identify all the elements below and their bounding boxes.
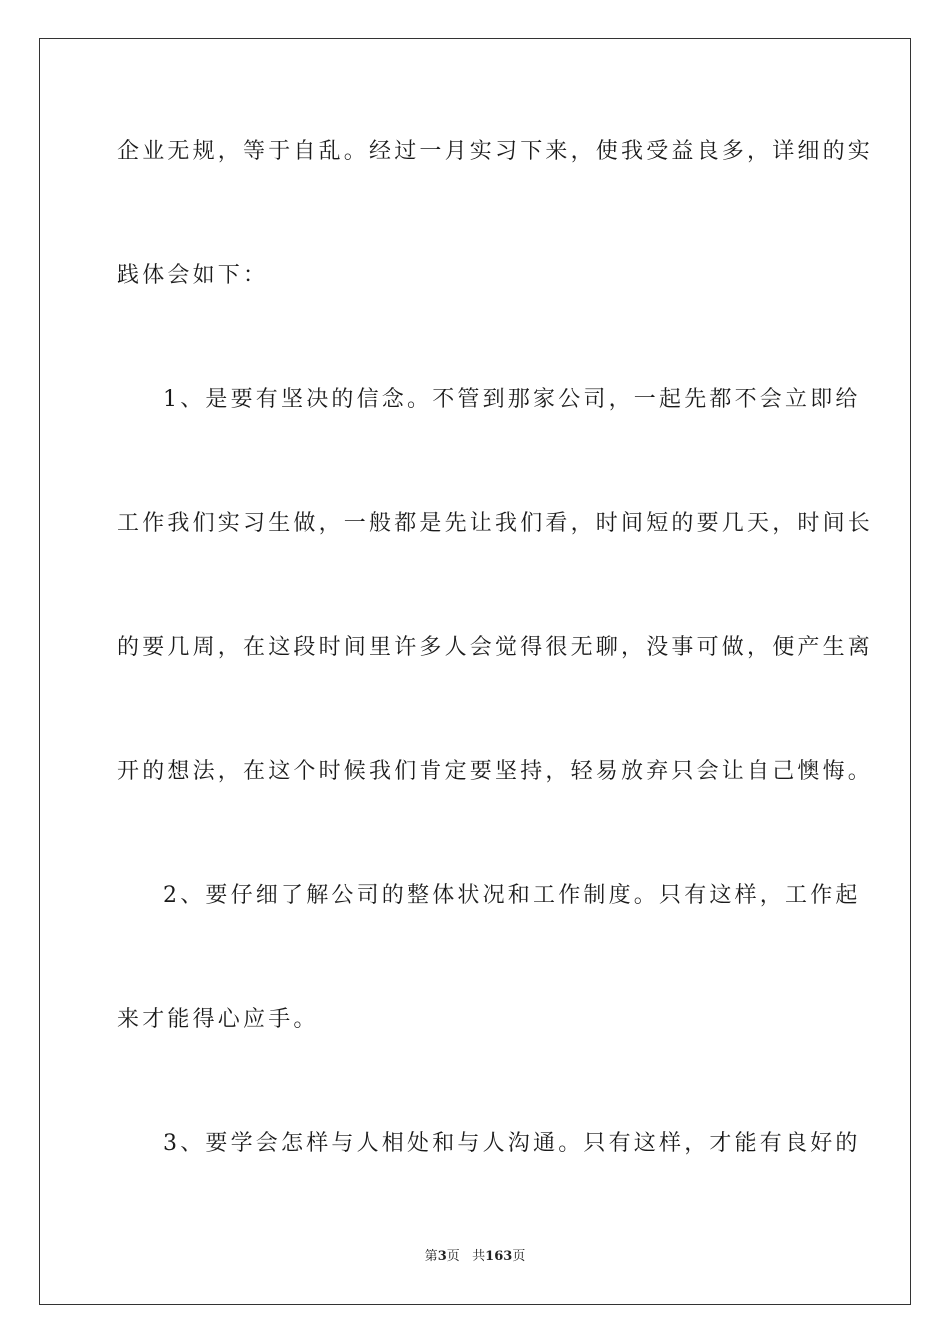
- item-1-line-1: 1、是要有坚决的信念。不管到那家公司，一起先都不会立即给: [163, 387, 861, 412]
- item-2-line-1: 2、要仔细了解公司的整体状况和工作制度。只有这样，工作起: [163, 883, 861, 908]
- total-pages: 163: [485, 1249, 513, 1264]
- item-1-line-2: 工作我们实习生做，一般都是先让我们看，时间短的要几天，时间长: [117, 511, 874, 536]
- page-border: [39, 38, 911, 1305]
- item-2-line-2: 来才能得心应手。: [117, 1007, 319, 1032]
- page-prefix: 第: [424, 1249, 438, 1264]
- page-footer: [0, 1248, 950, 1266]
- total-prefix: 共: [472, 1249, 486, 1264]
- body-line-2: 践体会如下：: [117, 263, 269, 288]
- item-1-line-3: 的要几周，在这段时间里许多人会觉得很无聊，没事可做，便产生离: [117, 635, 874, 660]
- total-suffix: 页: [512, 1249, 526, 1264]
- item-3-line-1: 3、要学会怎样与人相处和与人沟通。只有这样，才能有良好的: [163, 1131, 861, 1156]
- page-number: 3: [437, 1249, 447, 1264]
- item-1-line-4: 开的想法，在这个时候我们肯定要坚持，轻易放弃只会让自己懊悔。: [117, 759, 874, 784]
- page-suffix: 页: [446, 1249, 460, 1264]
- body-line-1: 企业无规，等于自乱。经过一月实习下来，使我受益良多，详细的实: [117, 139, 874, 164]
